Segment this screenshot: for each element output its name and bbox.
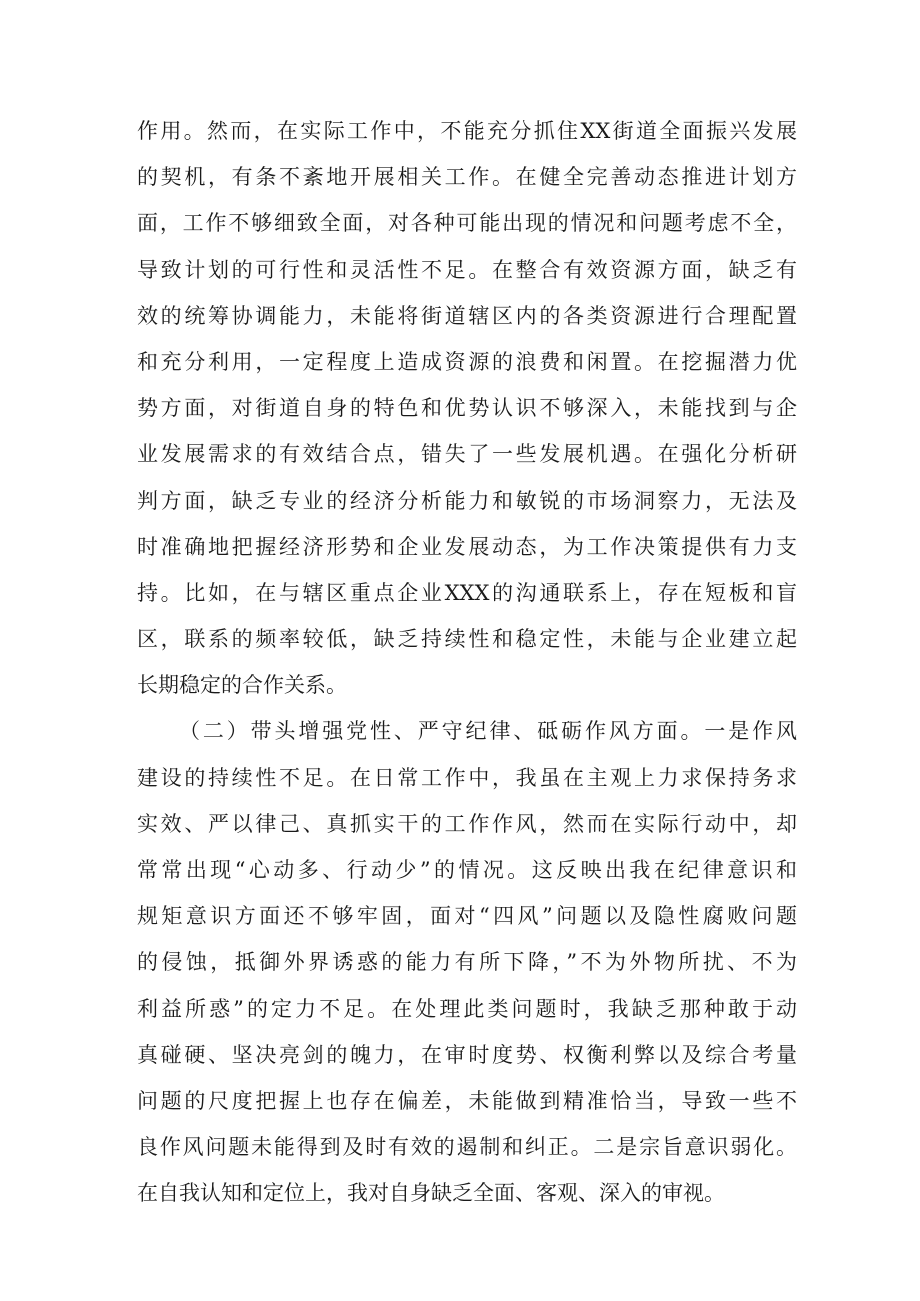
paragraph-1	[137, 108, 797, 708]
paragraph-line: 利益所惑”的定力不足。在处理此类问题时，我缺乏那种敢于动	[137, 996, 797, 1021]
paragraph-line: （二）带头增强党性、严守纪律、砥砺作风方面。一是作风	[179, 719, 797, 744]
paragraph-line: 问题的尺度把握上也存在偏差，未能做到精准恰当，导致一些不	[137, 1088, 797, 1113]
paragraph-2	[137, 708, 797, 1216]
paragraph-line: 势方面，对街道自身的特色和优势认识不够深入，未能找到与企	[137, 396, 797, 421]
paragraph-line: 判方面，缺乏专业的经济分析能力和敏锐的市场洞察力，无法及	[137, 488, 797, 513]
paragraph-line: 实效、严以律己、真抓实干的工作作风，然而在实际行动中，却	[137, 811, 797, 836]
paragraph-line: 导致计划的可行性和灵活性不足。在整合有效资源方面，缺乏有	[137, 257, 797, 282]
paragraph-line: 业发展需求的有效结合点，错失了一些发展机遇。在强化分析研	[137, 442, 797, 467]
document-body	[137, 108, 797, 1217]
paragraph-line: 效的统筹协调能力，未能将街道辖区内的各类资源进行合理配置	[137, 303, 797, 328]
paragraph-line: 时准确地把握经济形势和企业发展动态，为工作决策提供有力支	[137, 534, 797, 559]
paragraph-line: 的侵蚀，抵御外界诱惑的能力有所下降，”不为外物所扰、不为	[137, 950, 797, 975]
paragraph-line: 常常出现“心动多、行动少”的情况。这反映出我在纪律意识和	[137, 858, 797, 882]
paragraph-line: 面，工作不够细致全面，对各种可能出现的情况和问题考虑不全，	[137, 211, 797, 236]
paragraph-line: 的契机，有条不紊地开展相关工作。在健全完善动态推进计划方	[137, 165, 797, 190]
paragraph-line: 持。比如，在与辖区重点企业XXX的沟通联系上，存在短板和盲	[137, 580, 797, 605]
paragraph-line: 良作风问题未能得到及时有效的遏制和纠正。二是宗旨意识弱化。	[137, 1135, 797, 1160]
paragraph-line: 规矩意识方面还不够牢固，面对“四风”问题以及隐性腐败问题	[137, 904, 797, 929]
paragraph-line: 在自我认知和定位上，我对自身缺乏全面、客观、深入的审视。	[137, 1181, 725, 1206]
paragraph-line: 长期稳定的合作关系。	[137, 673, 347, 698]
paragraph-line: 真碰硬、坚决亮剑的魄力，在审时度势、权衡利弊以及综合考量	[137, 1042, 797, 1067]
paragraph-line: 和充分利用，一定程度上造成资源的浪费和闲置。在挖掘潜力优	[137, 349, 797, 374]
paragraph-line: 区，联系的频率较低，缺乏持续性和稳定性，未能与企业建立起	[137, 627, 797, 652]
paragraph-line: 建设的持续性不足。在日常工作中，我虽在主观上力求保持务求	[137, 765, 797, 790]
paragraph-line: 作用。然而，在实际工作中，不能充分抓住XX街道全面振兴发展	[137, 119, 797, 143]
